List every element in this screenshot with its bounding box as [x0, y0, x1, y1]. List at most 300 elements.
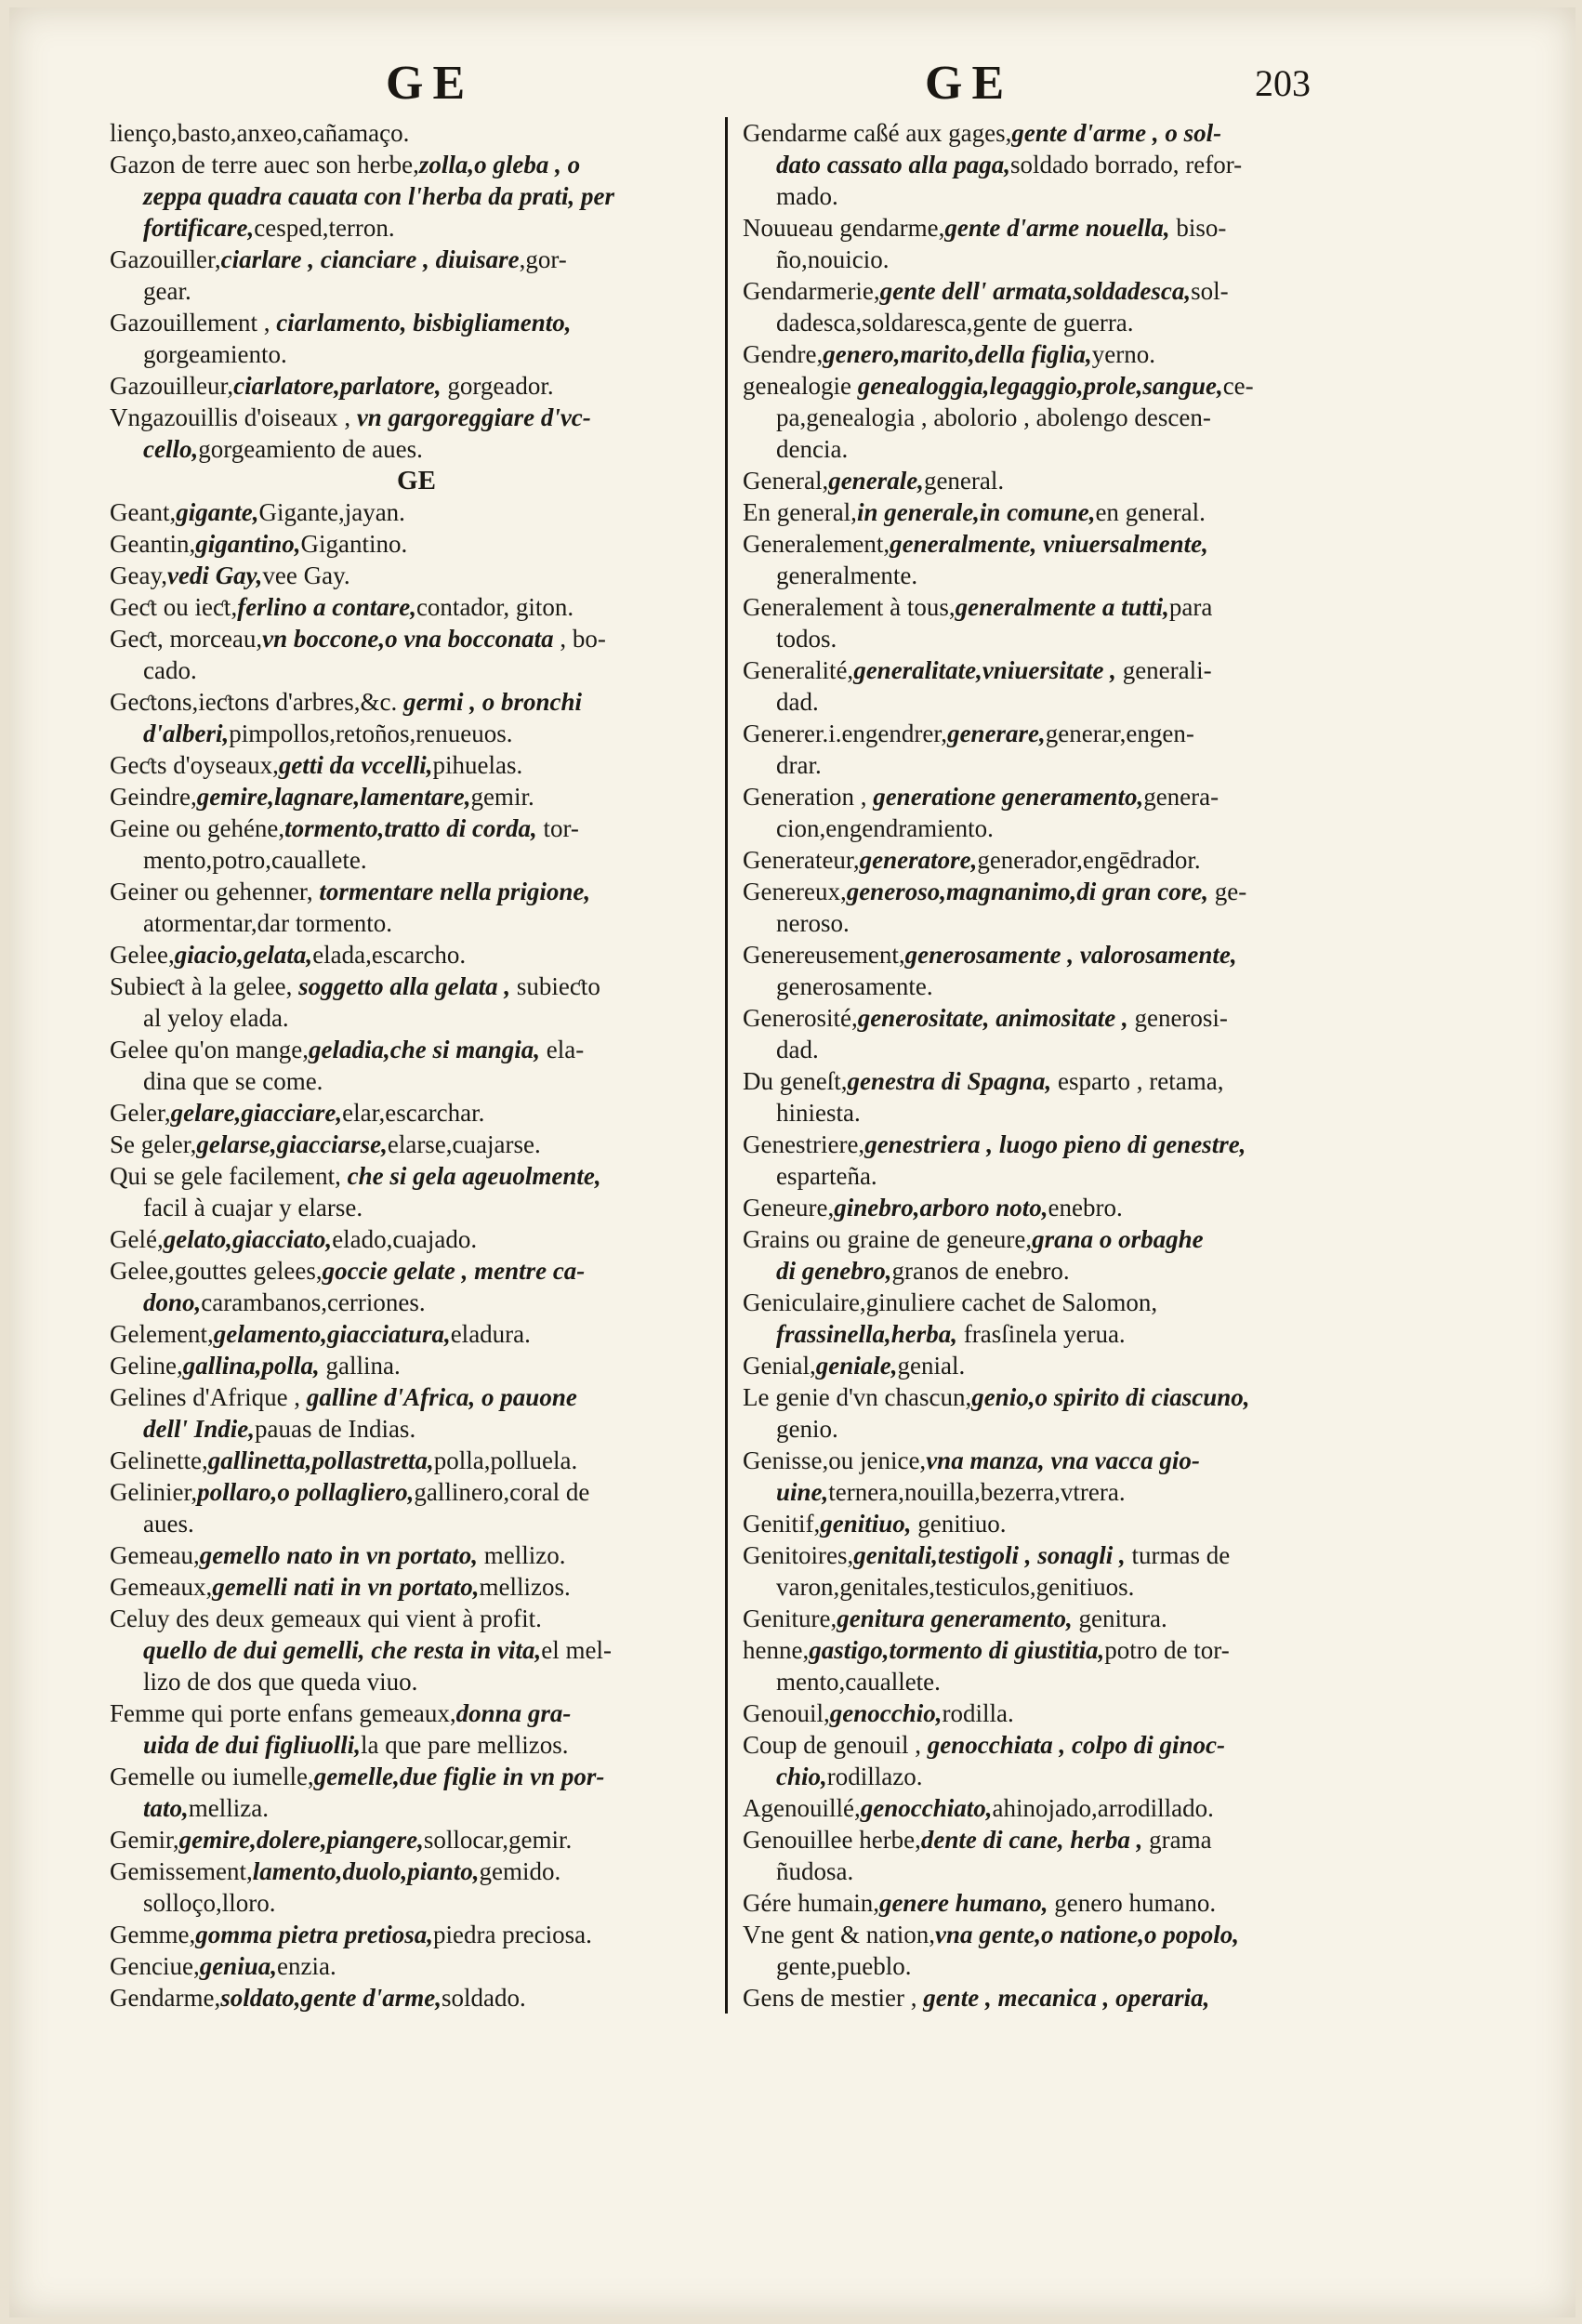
- entry-line: [743, 275, 1356, 307]
- italian-text: geladia,che si mangia,: [309, 1036, 541, 1063]
- entry-text: Genouillee herbe,: [743, 1826, 921, 1854]
- entry-text: lienço,basto,anxeo,cañamaço.: [110, 119, 410, 147]
- entry-text: esparteña.: [776, 1162, 877, 1190]
- entry-text: pihuelas.: [432, 751, 523, 779]
- entry-text: Femme qui porte enfans gemeaux,: [110, 1699, 456, 1727]
- entry-text: Gendarmerie,: [743, 277, 880, 305]
- italian-text: gente d'arme , o sol-: [1011, 119, 1222, 147]
- italian-text: generare,: [947, 720, 1046, 747]
- entry-line: [110, 623, 723, 654]
- entry-text: granos de enebro.: [891, 1257, 1070, 1285]
- entry-line: [743, 212, 1356, 244]
- entry-line: [743, 781, 1356, 812]
- entry-line: [110, 1002, 723, 1034]
- entry-text: Genestriere,: [743, 1130, 865, 1158]
- entry-text: piedra preciosa.: [432, 1921, 592, 1948]
- entry-line: [743, 1982, 1356, 2014]
- entry-text: , bo-: [553, 625, 606, 653]
- entry-text: Genciue,: [110, 1952, 200, 1980]
- entry-text: Genereux,: [743, 878, 847, 905]
- italian-text: gente dell' armata,soldadesca,: [879, 277, 1192, 305]
- entry-text: mellizo.: [477, 1541, 566, 1569]
- entry-text: enzia.: [276, 1952, 336, 1980]
- entry-text: Grains ou graine de geneure,: [743, 1225, 1033, 1253]
- entry-text: Genouil,: [743, 1699, 830, 1727]
- entry-text: eladura.: [450, 1320, 531, 1348]
- entry-text: soldado borrado, refor-: [1010, 151, 1243, 178]
- entry-text: genealogie: [743, 372, 858, 400]
- italian-text: vna manza, vna vacca gio-: [926, 1446, 1200, 1474]
- entry-line: [110, 1192, 723, 1223]
- entry-text: en general.: [1095, 498, 1206, 526]
- italian-text: genitiuo,: [820, 1510, 912, 1538]
- entry-text: gente,pueblo.: [776, 1952, 912, 1980]
- entry-line: [743, 1887, 1356, 1919]
- entry-text: mento,cauallete.: [776, 1668, 941, 1696]
- entry-text: Generateur,: [743, 846, 860, 874]
- entry-text: cesped,terron.: [254, 214, 395, 242]
- entry-text: Vne gent & nation,: [743, 1921, 935, 1948]
- entry-text: genero humano.: [1048, 1889, 1217, 1917]
- entry-line: [743, 307, 1356, 338]
- entry-line: [743, 402, 1356, 433]
- entry-text: Genial,: [743, 1352, 816, 1380]
- entry-text: tor-: [536, 814, 579, 842]
- entry-line: [743, 1034, 1356, 1065]
- entry-line: [743, 1381, 1356, 1413]
- entry-line: [743, 1129, 1356, 1160]
- italian-text: galline d'Africa, o pauone: [306, 1383, 577, 1411]
- italian-text: tato,: [143, 1794, 189, 1822]
- entry-line: [743, 1539, 1356, 1571]
- entry-line: [743, 1192, 1356, 1223]
- entry-text: Geniture,: [743, 1604, 837, 1632]
- italian-text: tormentare nella prigione,: [319, 878, 591, 905]
- entry-text: el mel-: [541, 1636, 612, 1664]
- italian-text: gigante,: [176, 498, 259, 526]
- italian-text: gigantino,: [195, 530, 301, 558]
- entry-line: [743, 1824, 1356, 1855]
- entry-line: [110, 244, 723, 275]
- entry-text: Du geneſt,: [743, 1067, 848, 1095]
- entry-line: [110, 1666, 723, 1697]
- entry-line: [110, 1097, 723, 1129]
- entry-text: Geant,: [110, 498, 177, 526]
- entry-text: Genitoires,: [743, 1541, 854, 1569]
- entry-line: [110, 212, 723, 244]
- entry-line: [743, 591, 1356, 623]
- entry-text: Geneure,: [743, 1194, 835, 1221]
- entry-line: [743, 971, 1356, 1002]
- entry-text: gorgeador.: [441, 372, 554, 400]
- entry-line: [743, 1476, 1356, 1508]
- entry-text: ñudosa.: [776, 1857, 854, 1885]
- entry-text: sol-: [1191, 277, 1229, 305]
- italian-text: dell' Indie,: [143, 1415, 255, 1443]
- entry-text: Geline,: [110, 1352, 183, 1380]
- italian-text: uida de dui figliuolli,: [143, 1731, 362, 1759]
- entry-text: Gelee qu'on mange,: [110, 1036, 310, 1063]
- entry-text: generosamente.: [776, 972, 933, 1000]
- entry-line: [743, 1508, 1356, 1539]
- entry-text: elar,escarchar.: [342, 1099, 485, 1127]
- entry-text: Geƈts d'oyseaux,: [110, 751, 279, 779]
- italian-text: geniua,: [199, 1952, 277, 1980]
- entry-text: generosi-: [1127, 1004, 1228, 1032]
- italian-text: gente , mecanica , operaria,: [923, 1984, 1210, 2012]
- entry-line: [743, 1445, 1356, 1476]
- entry-text: Generalement,: [743, 530, 890, 558]
- entry-line: [110, 1919, 723, 1950]
- italian-text: vn gargoreggiare d'vc-: [356, 403, 591, 431]
- entry-text: Gazon de terre auec son herbe,: [110, 151, 419, 178]
- entry-line: [110, 749, 723, 781]
- italian-text: generalmente, vniuersalmente,: [890, 530, 1208, 558]
- italian-text: gallina,polla,: [182, 1352, 320, 1380]
- entry-text: cado.: [143, 656, 197, 684]
- italian-text: gastigo,tormento di giustitia,: [809, 1636, 1105, 1664]
- entry-text: Gelé,: [110, 1225, 164, 1253]
- entry-line: [110, 876, 723, 907]
- entry-line: [743, 876, 1356, 907]
- entry-text: drar.: [776, 751, 822, 779]
- italian-text: grana o orbaghe: [1032, 1225, 1204, 1253]
- italian-text: uine,: [776, 1478, 829, 1506]
- italian-text: donna gra-: [455, 1699, 572, 1727]
- entry-line: [743, 1097, 1356, 1129]
- entry-line: [110, 1792, 723, 1824]
- italian-text: ginebro,arboro noto,: [834, 1194, 1048, 1221]
- entry-line: [110, 591, 723, 623]
- entry-text: elarse,cuajarse.: [387, 1130, 541, 1158]
- entry-text: Celuy des deux gemeaux qui vient à profit.: [110, 1604, 542, 1632]
- entry-line: [743, 496, 1356, 528]
- entry-text: para: [1168, 593, 1213, 621]
- entry-line: [110, 1381, 723, 1413]
- entry-line: [110, 338, 723, 370]
- entry-text: Gelinette,: [110, 1446, 208, 1474]
- entry-text: genitura.: [1072, 1604, 1167, 1632]
- entry-line: [743, 1855, 1356, 1887]
- entry-text: Geiner ou gehenner,: [110, 878, 320, 905]
- right-column: [725, 117, 1356, 2014]
- italian-text: in generale,in comune,: [856, 498, 1096, 526]
- entry-line: [110, 465, 723, 496]
- entry-line: [743, 1255, 1356, 1287]
- entry-text: ahinojado,arrodillado.: [992, 1794, 1214, 1822]
- entry-line: [743, 465, 1356, 496]
- italian-text: genere humano,: [878, 1889, 1048, 1917]
- entry-line: [743, 1287, 1356, 1318]
- entry-line: [743, 370, 1356, 402]
- italian-text: dente di cane, herba ,: [920, 1826, 1143, 1854]
- entry-text: soldado.: [441, 1984, 526, 2012]
- entry-line: [110, 686, 723, 718]
- italian-text: dato cassato alla paga,: [776, 151, 1011, 178]
- entry-text: rodillazo.: [826, 1763, 923, 1790]
- italian-text: generosamente , valorosamente,: [904, 941, 1237, 969]
- entry-text: turmas de: [1125, 1541, 1231, 1569]
- entry-line: [743, 1065, 1356, 1097]
- italian-text: fortificare,: [143, 214, 255, 242]
- entry-line: [110, 1287, 723, 1318]
- entry-line: [110, 1413, 723, 1445]
- italian-text: generoso,magnanimo,di gran core,: [846, 878, 1208, 905]
- italian-text: getti da vccelli,: [278, 751, 433, 779]
- italian-text: germi , o bronchi: [403, 688, 583, 716]
- italian-text: genio,o spirito di ciascuno,: [971, 1383, 1250, 1411]
- running-head-right: GE: [925, 57, 1014, 110]
- entry-line: [110, 370, 723, 402]
- entry-text: ño,nouicio.: [776, 245, 890, 273]
- italian-text: ciarlatore,parlatore,: [233, 372, 442, 400]
- entry-line: [110, 496, 723, 528]
- entry-text: Geantin,: [110, 530, 196, 558]
- dictionary-page: [9, 7, 1575, 2317]
- entry-line: [743, 244, 1356, 275]
- entry-line: [743, 180, 1356, 212]
- italian-text: cello,: [143, 435, 199, 463]
- entry-line: [743, 907, 1356, 939]
- italian-text: soggetto alla gelata ,: [298, 972, 511, 1000]
- entry-text: dad.: [776, 1036, 819, 1063]
- italian-text: gelato,giacciato,: [163, 1225, 333, 1253]
- italian-text: generatore,: [859, 846, 978, 874]
- entry-text: grama: [1142, 1826, 1212, 1854]
- italian-text: generalmente a tutti,: [955, 593, 1169, 621]
- entry-text: melliza.: [188, 1794, 269, 1822]
- italian-text: generatione generamento,: [873, 783, 1144, 811]
- italian-text: gente d'arme nouella,: [944, 214, 1170, 242]
- italian-text: gemelli nati in vn portato,: [212, 1573, 480, 1601]
- entry-text: enebro.: [1048, 1194, 1123, 1221]
- italian-text: genocchiata , colpo di ginoc-: [927, 1731, 1225, 1759]
- italian-text: vna gente,o natione,o popolo,: [934, 1921, 1239, 1948]
- entry-line: [110, 1697, 723, 1729]
- entry-text: gallina.: [319, 1352, 401, 1380]
- entry-text: atormentar,dar tormento.: [143, 909, 393, 937]
- page-number: 203: [1255, 62, 1311, 104]
- italian-text: soldato,gente d'arme,: [220, 1984, 442, 2012]
- italian-text: ciarlare , cianciare , diuisare: [220, 245, 520, 273]
- left-column: [110, 117, 723, 2014]
- italian-text: genitura generamento,: [837, 1604, 1073, 1632]
- entry-text: ce-: [1222, 372, 1254, 400]
- entry-text: Geindre,: [110, 783, 197, 811]
- entry-text: Se geler,: [110, 1130, 197, 1158]
- entry-line: [743, 1318, 1356, 1350]
- entry-text: mado.: [776, 182, 838, 210]
- entry-line: [110, 1824, 723, 1855]
- entry-text: generali-: [1115, 656, 1212, 684]
- entry-line: [110, 1129, 723, 1160]
- entry-text: Subieƈt à la gelee,: [110, 972, 299, 1000]
- italian-text: gemire,dolere,piangere,: [178, 1826, 424, 1854]
- entry-text: hiniesta.: [776, 1099, 861, 1127]
- entry-text: carambanos,cerriones.: [201, 1288, 426, 1316]
- entry-line: [110, 1034, 723, 1065]
- entry-text: Geine ou gehéne,: [110, 814, 285, 842]
- entry-line: [110, 1350, 723, 1381]
- italian-text: generalitate,vniuersitate ,: [853, 656, 1116, 684]
- entry-line: [743, 1223, 1356, 1255]
- entry-text: Generalité,: [743, 656, 854, 684]
- entry-line: [743, 1350, 1356, 1381]
- entry-text: al yeloy elada.: [143, 1004, 289, 1032]
- entry-line: [110, 1950, 723, 1982]
- entry-line: [743, 1002, 1356, 1034]
- entry-line: [110, 844, 723, 876]
- entry-text: henne,: [743, 1636, 810, 1664]
- entry-text: yerno.: [1091, 340, 1155, 368]
- entry-line: [743, 1413, 1356, 1445]
- entry-text: Gendarme,: [110, 1984, 221, 2012]
- entry-text: Nouueau gendarme,: [743, 214, 945, 242]
- entry-line: [110, 781, 723, 812]
- entry-text: Vngazouillis d'oiseaux ,: [110, 403, 357, 431]
- entry-text: contador, giton.: [415, 593, 574, 621]
- entry-text: sollocar,gemir.: [423, 1826, 573, 1854]
- entry-line: [743, 338, 1356, 370]
- entry-line: [743, 1634, 1356, 1666]
- entry-line: [110, 402, 723, 433]
- italian-text: ciarlamento, bisbigliamento,: [276, 309, 572, 337]
- entry-text: potro de tor-: [1104, 1636, 1230, 1664]
- entry-text: ternera,nouilla,bezerra,vtrera.: [828, 1478, 1126, 1506]
- entry-text: Coup de genouil ,: [743, 1731, 928, 1759]
- entry-line: [110, 117, 723, 149]
- entry-line: [110, 1476, 723, 1508]
- italian-text: genocchiato,: [860, 1794, 993, 1822]
- entry-text: ge-: [1208, 878, 1247, 905]
- entry-line: [743, 654, 1356, 686]
- entry-text: genial.: [897, 1352, 966, 1380]
- entry-text: Geay,: [110, 561, 167, 589]
- italian-text: zeppa quadra cauata con l'herba da prati, per: [143, 182, 615, 210]
- entry-text: Gelee,gouttes gelees,: [110, 1257, 323, 1285]
- entry-text: Generer.i.engendrer,: [743, 720, 948, 747]
- entry-text: genitiuo.: [911, 1510, 1007, 1538]
- entry-line: [110, 718, 723, 749]
- entry-text: Geniculaire,ginuliere cachet de Salomon,: [743, 1288, 1158, 1316]
- entry-text: mellizos.: [479, 1573, 571, 1601]
- entry-text: Geler,: [110, 1099, 171, 1127]
- entry-text: pauas de Indias.: [255, 1415, 416, 1443]
- entry-line: [743, 528, 1356, 560]
- italian-text: gelamento,giacciatura,: [213, 1320, 451, 1348]
- entry-text: Gelee,: [110, 941, 175, 969]
- entry-text: Gelines d'Afrique ,: [110, 1383, 307, 1411]
- entry-text: dad.: [776, 688, 819, 716]
- italian-text: ferlino a contare,: [237, 593, 416, 621]
- entry-line: [743, 1729, 1356, 1761]
- entry-line: [110, 907, 723, 939]
- entry-text: Gigantino.: [300, 530, 408, 558]
- entry-text: rodilla.: [942, 1699, 1014, 1727]
- entry-text: Gens de mestier ,: [743, 1984, 924, 2012]
- entry-text: Geƈt, morceau,: [110, 625, 263, 653]
- italian-text: tormento,tratto di corda,: [284, 814, 537, 842]
- entry-line: [743, 1603, 1356, 1634]
- entry-text: gemir.: [470, 783, 534, 811]
- entry-line: [743, 1697, 1356, 1729]
- italian-text: gemire,lagnare,lamentare,: [196, 783, 471, 811]
- italian-text: genealoggia,legaggio,prole,sangue,: [857, 372, 1223, 400]
- italian-text: chio,: [776, 1763, 827, 1790]
- entry-text: genera-: [1143, 783, 1219, 811]
- entry-text: gemido.: [479, 1857, 561, 1885]
- entry-line: [743, 1761, 1356, 1792]
- entry-line: [743, 1919, 1356, 1950]
- entry-text: Generation ,: [743, 783, 874, 811]
- entry-text: Gazouillement ,: [110, 309, 277, 337]
- entry-text: varon,genitales,testiculos,genitiuos.: [776, 1573, 1135, 1601]
- entry-line: [743, 1160, 1356, 1192]
- italian-text: quello de dui gemelli, che resta in vita,: [143, 1636, 542, 1664]
- entry-text: solloço,lloro.: [143, 1889, 276, 1917]
- entry-line: [743, 1950, 1356, 1982]
- entry-line: [110, 1160, 723, 1192]
- entry-line: [110, 1761, 723, 1792]
- italian-text: giacio,gelata,: [174, 941, 313, 969]
- entry-text: dencia.: [776, 435, 849, 463]
- entry-text: Geƈtons,ieƈtons d'arbres,&c.: [110, 688, 404, 716]
- entry-line: [743, 623, 1356, 654]
- entry-text: General,: [743, 467, 829, 495]
- italian-text: frassinella,herba,: [776, 1320, 958, 1348]
- entry-line: [743, 939, 1356, 971]
- italian-text: genitali,testigoli , sonagli ,: [853, 1541, 1126, 1569]
- entry-text: la que pare mellizos.: [361, 1731, 569, 1759]
- italian-text: gemello nato in vn portato,: [199, 1541, 478, 1569]
- entry-text: GE: [397, 466, 436, 495]
- entry-text: En general,: [743, 498, 857, 526]
- entry-text: gorgeamiento.: [143, 340, 287, 368]
- entry-text: biso-: [1169, 214, 1227, 242]
- entry-line: [110, 149, 723, 180]
- entry-line: [110, 180, 723, 212]
- entry-text: mento,potro,cauallete.: [143, 846, 367, 874]
- italian-text: d'alberi,: [143, 720, 230, 747]
- entry-text: Gemissement,: [110, 1857, 253, 1885]
- entry-text: Gemeau,: [110, 1541, 200, 1569]
- entry-text: general.: [923, 467, 1005, 495]
- entry-text: Le genie d'vn chascun,: [743, 1383, 972, 1411]
- entry-text: Qui se gele facilement,: [110, 1162, 348, 1190]
- entry-line: [743, 117, 1356, 149]
- entry-text: ela-: [540, 1036, 585, 1063]
- italian-text: zolla,o gleba , o: [418, 151, 581, 178]
- entry-line: [110, 1539, 723, 1571]
- entry-text: Gazouiller,: [110, 245, 221, 273]
- entry-line: [110, 1445, 723, 1476]
- entry-line: [110, 1603, 723, 1634]
- entry-line: [743, 149, 1356, 180]
- italian-text: pollaro,o pollagliero,: [197, 1478, 415, 1506]
- entry-line: [743, 686, 1356, 718]
- entry-text: generador,engēdrador.: [977, 846, 1201, 874]
- entry-text: Genisse,ou jenice,: [743, 1446, 927, 1474]
- entry-line: [110, 971, 723, 1002]
- entry-line: [743, 560, 1356, 591]
- italian-text: gelarse,giacciarse,: [196, 1130, 388, 1158]
- entry-text: generalmente.: [776, 561, 918, 589]
- entry-line: [110, 528, 723, 560]
- entry-line: [743, 749, 1356, 781]
- entry-text: pimpollos,retoños,renueuos.: [229, 720, 513, 747]
- entry-line: [110, 654, 723, 686]
- entry-text: Gemeaux,: [110, 1573, 213, 1601]
